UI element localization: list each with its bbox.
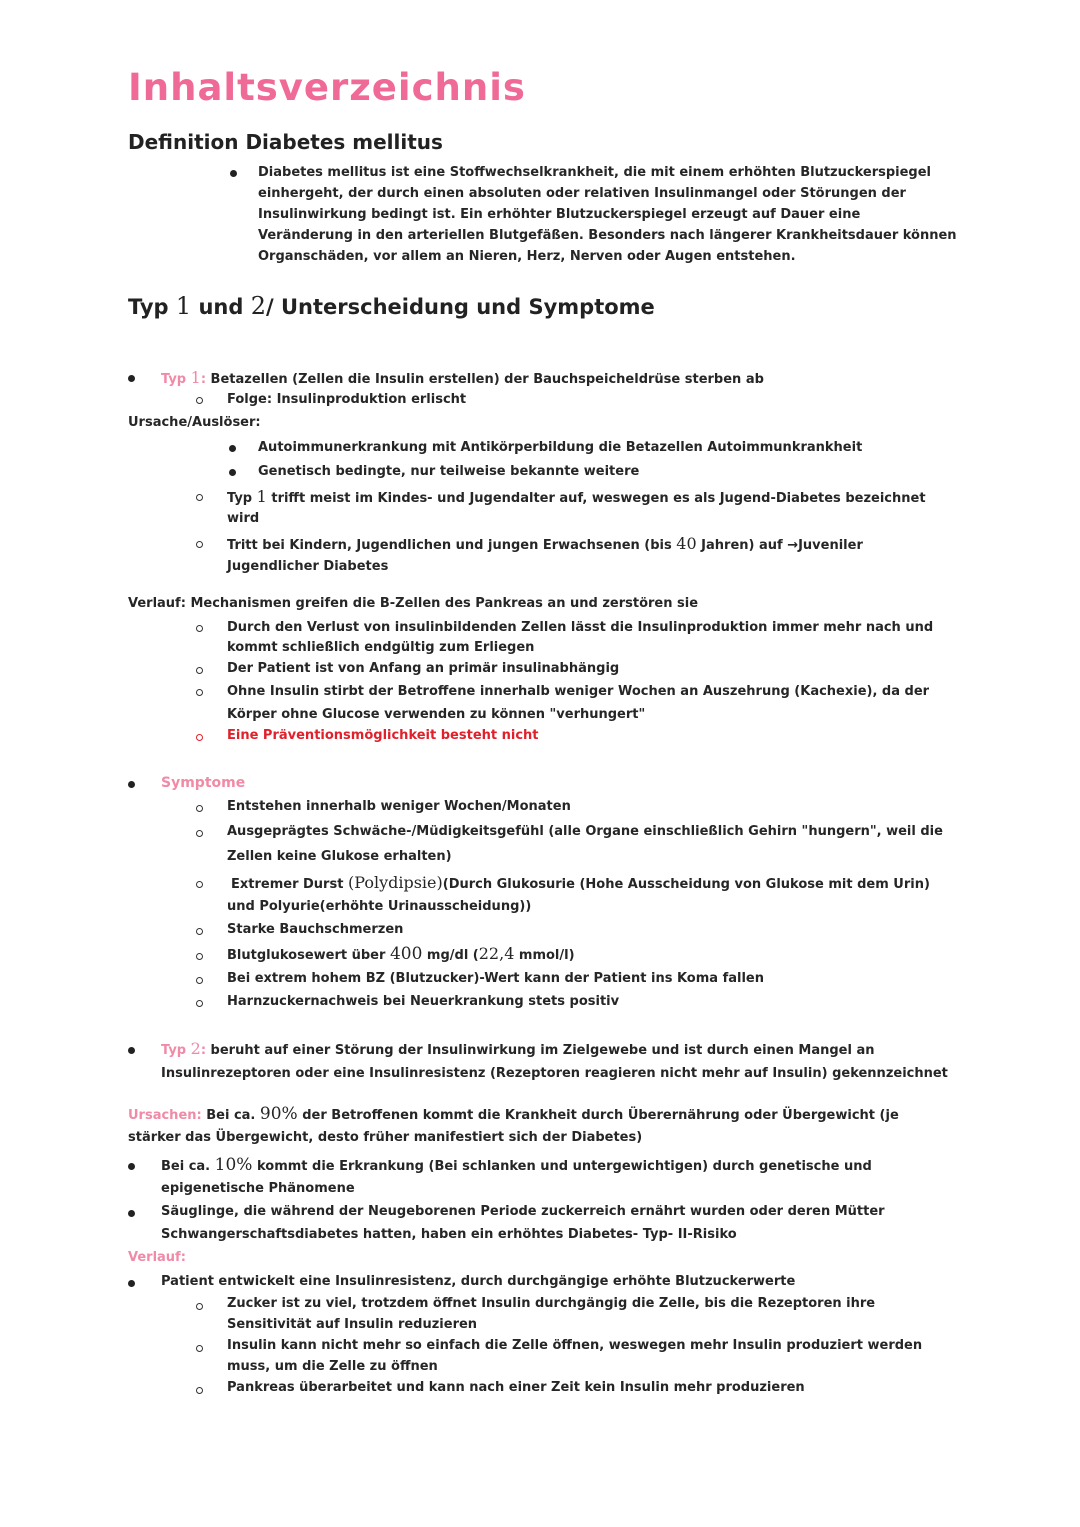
typ2-bullet-cont: epigenetische Phänomene — [161, 1181, 355, 1196]
symptom-line: Entstehen innerhalb weniger Wochen/Monaten — [227, 799, 571, 814]
text-part: Typ — [227, 491, 257, 506]
definition-line: Diabetes mellitus ist eine Stoffwechselkrankheit, die mit einem erhöhten Blutzuckerspiegel — [258, 165, 932, 180]
typ2-verlauf: Insulin kann nicht mehr so einfach die Zelle öffnen, weswegen mehr Insulin produziert werden — [227, 1338, 923, 1353]
typ2-text-cont: Insulinrezeptoren oder eine Insulinresistenz (Rezeptoren reagieren nicht mehr auf Insulin) gekennzeichnet — [161, 1066, 948, 1081]
typ2-number: 2 — [190, 1039, 201, 1058]
typ1-folge: Folge: Insulinproduktion erlischt — [227, 392, 467, 407]
text-part: mg/dl ( — [422, 948, 479, 963]
section-heading — [128, 292, 655, 320]
text-part: Bei ca. — [201, 1108, 260, 1123]
circle-bullet-icon — [196, 805, 203, 812]
text-part: (Durch Glukosurie (Hohe Ausscheidung von Glukose mit dem Urin) — [442, 877, 930, 892]
text-part: kommt die Erkrankung (Bei schlanken und untergewichtigen) durch genetische und — [252, 1159, 872, 1174]
bullet-icon — [128, 1047, 135, 1054]
typ2-intro — [161, 1041, 875, 1057]
circle-bullet-icon — [196, 881, 203, 888]
text-part: Jahren) auf →Juveniler — [696, 538, 863, 553]
typ2-bullet-cont: Schwangerschaftsdiabetes hatten, haben ein erhöhtes Diabetes- Typ- II-Risiko — [161, 1227, 737, 1242]
typ1-intro — [161, 370, 764, 386]
typ2-ursachen-label: Ursachen: — [128, 1108, 202, 1123]
heading-part: und — [191, 295, 251, 319]
bullet-icon — [128, 1280, 135, 1287]
bullet-icon — [128, 1163, 135, 1170]
number: 400 — [389, 944, 423, 964]
number: 22,4 — [478, 944, 515, 963]
symptom-line: Zellen keine Glukose erhalten) — [227, 849, 452, 864]
circle-bullet-icon — [196, 397, 203, 404]
circle-bullet-icon — [196, 977, 203, 984]
typ2-verlauf: Sensitivität auf Insulin reduzieren — [227, 1317, 478, 1332]
typ1-text: Betazellen (Zellen die Insulin erstellen) der Bauchspeicheldrüse sterben ab — [206, 372, 764, 387]
typ2-bullet — [161, 1157, 872, 1174]
symptome-label: Symptome — [161, 775, 246, 791]
typ1-verlauf: Durch den Verlust von insulinbildenden Zellen lässt die Insulinproduktion immer mehr nach und — [227, 620, 934, 635]
typ1-alter2-cont: Jugendlicher Diabetes — [227, 559, 389, 574]
typ2-verlauf: Zucker ist zu viel, trotzdem öffnet Insulin durchgängig die Zelle, bis die Rezeptoren ihre — [227, 1296, 876, 1311]
symptom-line: und Polyurie(erhöhte Urinausscheidung)) — [227, 899, 532, 914]
page-title: Inhaltsverzeichnis — [128, 66, 526, 109]
symptom-line: Ausgeprägtes Schwäche-/Müdigkeitsgefühl (alle Organe einschließlich Gehirn "hungern", weil die — [227, 824, 943, 839]
typ1-verlauf: Ohne Insulin stirbt der Betroffene innerhalb weniger Wochen an Auszehrung (Kachexie), da der — [227, 684, 930, 699]
typ1-verlauf-label: Verlauf: Mechanismen greifen die B-Zellen des Pankreas an und zerstören sie — [128, 596, 699, 611]
text-part: Bei ca. — [161, 1159, 215, 1174]
text-part: trifft meist im Kindes- und Jugendalter auf, weswegen es als Jugend-Diabetes bezeichnet — [266, 491, 926, 506]
heading-part: / Unterscheidung und Symptome — [266, 295, 655, 319]
symptom-line: Harnzuckernachweis bei Neuerkrankung stets positiv — [227, 994, 620, 1009]
typ1-ursache: Autoimmunerkrankung mit Antikörperbildung die Betazellen Autoimmunkrankheit — [258, 440, 863, 455]
symptom-line: Bei extrem hohem BZ (Blutzucker)-Wert kann der Patient ins Koma fallen — [227, 971, 764, 986]
definition-line: einhergeht, der durch einen absoluten oder relativen Insulinmangel oder Störungen der — [258, 186, 906, 201]
typ2-ursachen — [128, 1106, 899, 1123]
text-part: (Polydipsie) — [347, 873, 443, 892]
circle-bullet-icon — [196, 494, 203, 501]
definition-line: Insulinwirkung bedingt ist. Ein erhöhter Blutzuckerspiegel erzeugt auf Dauer eine — [258, 207, 861, 222]
number: 90% — [259, 1104, 298, 1124]
definition-heading: Definition Diabetes mellitus — [128, 130, 443, 154]
heading-part: Typ — [128, 295, 176, 319]
definition-line: Veränderung in den arteriellen Blutgefäßen. Besonders nach längerer Krankheitsdauer können — [258, 228, 957, 243]
heading-number: 1 — [175, 292, 192, 320]
circle-bullet-icon — [196, 734, 203, 741]
number: 10% — [214, 1155, 253, 1175]
bullet-icon — [128, 375, 135, 382]
typ2-text: beruht auf einer Störung der Insulinwirkung im Zielgewebe und ist durch einen Mangel an — [206, 1043, 875, 1058]
typ2-verlauf-label: Verlauf: — [128, 1250, 186, 1265]
definition-line: Organschäden, vor allem an Nieren, Herz, Nerven oder Augen entstehen. — [258, 249, 796, 264]
circle-bullet-icon — [196, 1000, 203, 1007]
typ2-colon: : — [200, 1043, 207, 1058]
typ1-ursache-label: Ursache/Auslöser: — [128, 415, 261, 430]
text-part: Tritt bei Kindern, Jugendlichen und jungen Erwachsenen (bis — [227, 538, 677, 553]
circle-bullet-icon — [196, 625, 203, 632]
typ1-alter1 — [227, 489, 926, 505]
circle-bullet-icon — [196, 830, 203, 837]
text-part: Blutglukosewert über — [227, 948, 390, 963]
typ2-bullet: Säuglinge, die während der Neugeborenen Periode zuckerreich ernährt wurden oder deren Mütter — [161, 1204, 885, 1219]
typ2-label: Typ — [161, 1043, 191, 1058]
circle-bullet-icon — [196, 1387, 203, 1394]
text-part: der Betroffenen kommt die Krankheit durch Überernährung oder Übergewicht (je — [297, 1108, 899, 1123]
circle-bullet-icon — [196, 1303, 203, 1310]
typ2-ursachen-cont: stärker das Übergewicht, desto früher manifestiert sich der Diabetes) — [128, 1130, 643, 1145]
symptom-line — [227, 946, 575, 963]
typ2-verlauf-main: Patient entwickelt eine Insulinresistenz, durch durchgängige erhöhte Blutzuckerwerte — [161, 1274, 796, 1289]
text-part: Extremer Durst — [231, 877, 348, 892]
circle-bullet-icon — [196, 953, 203, 960]
typ1-label: Typ — [161, 372, 191, 387]
circle-bullet-icon — [196, 928, 203, 935]
bullet-icon — [230, 170, 237, 177]
typ1-praevention: Eine Präventionsmöglichkeit besteht nicht — [227, 728, 539, 743]
circle-bullet-icon — [196, 541, 203, 548]
heading-number: 2 — [250, 292, 266, 320]
bullet-icon — [128, 781, 135, 788]
bullet-icon — [229, 445, 236, 452]
text-part: mmol/l) — [514, 948, 575, 963]
number: 1 — [256, 487, 267, 506]
typ1-verlauf: Körper ohne Glucose verwenden zu können "verhungert" — [227, 707, 646, 722]
number: 40 — [676, 534, 697, 553]
bullet-icon — [128, 1210, 135, 1217]
typ2-verlauf: Pankreas überarbeitet und kann nach einer Zeit kein Insulin mehr produzieren — [227, 1380, 805, 1395]
typ2-verlauf: muss, um die Zelle zu öffnen — [227, 1359, 438, 1374]
circle-bullet-icon — [196, 667, 203, 674]
typ1-alter2 — [227, 536, 863, 552]
bullet-icon — [229, 469, 236, 476]
typ1-colon: : — [200, 372, 207, 387]
typ1-verlauf: kommt schließlich endgültig zum Erliegen — [227, 640, 535, 655]
typ1-number: 1 — [190, 368, 201, 387]
typ1-verlauf: Der Patient ist von Anfang an primär insulinabhängig — [227, 661, 620, 676]
typ1-ursache: Genetisch bedingte, nur teilweise bekannte weitere — [258, 464, 640, 479]
circle-bullet-icon — [196, 689, 203, 696]
symptom-line: Starke Bauchschmerzen — [227, 922, 404, 937]
typ1-alter1-cont: wird — [227, 511, 260, 526]
circle-bullet-icon — [196, 1345, 203, 1352]
symptom-line — [231, 875, 930, 891]
